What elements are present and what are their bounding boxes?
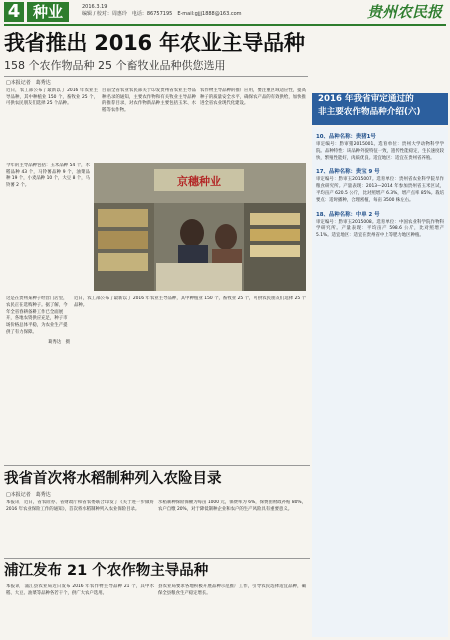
story3-rule <box>4 558 310 559</box>
seed-store-photo <box>94 163 306 291</box>
lead-byline: □本报记者 葛秀达 <box>6 80 51 86</box>
sidebar-header <box>312 93 448 125</box>
story2-column-2: 水稻制种保险保额为每亩 1000 元，保费率为 6%，保费由财政补贴 80%，农户自缴 20%，对于降低制种企业和农户的生产风险具有重要意义。 <box>158 500 306 512</box>
story2-byline: □本报记者 葛秀达 <box>6 492 51 498</box>
story2-rule <box>4 465 310 466</box>
sidebar-entry <box>312 205 448 240</box>
lead-column-4: 今年的主导品种包括：玉米品种 54 个，水稻品种 43 个，马铃薯品种 9 个，油菜品种 19 个，小麦品种 10 个，大豆 8 个，马铃薯 2 个。 <box>6 163 90 188</box>
masthead: 贵州农民报 <box>366 3 442 21</box>
sidebar-entry-text: 审定编号：黔审猪2015001。选育单位：贵州大学动物科学学院。品种特性：该品种外貌特征一致，遗传性能稳定，生长速度较快，繁殖性能好，肉质优良。适宜地区：适宜在贵州省养殖。 <box>316 142 444 161</box>
sidebar-body <box>312 127 448 637</box>
editor-line: 编辑 / 校对：周惠玲 电话：86757195 E-mail:gjjj1888@163.com <box>82 11 242 17</box>
lead-column-2: 目前全省农业农民部关于印发贵州省农业主导品种名录的通知，主要农作物和有关牧业主导品种的推荐目录，对农作物新品种主要包括玉米、水稻等农作物。 <box>102 88 196 113</box>
lead-column-1: 近日，农工部公布了最新以了 2016 年农业主导品种，其中种植业 150 个，畜牧业 25 个，可供农民朋友们选择 25 个品种。 <box>6 88 98 107</box>
sidebar-entry-title: 17、品种名称：贵宝 9 号 <box>316 169 380 176</box>
lead-subheadline: 158 个农作物品种 25 个畜牧业品种供您选用 <box>4 59 226 72</box>
photo-caption-text: 这是在贵州某种子经营门店里，农民正在选购种子。据了解，今年全省春耕备耕工作已全面展开，各地农资供应充足，种子市场价格总体平稳，为农业生产提供了有力保障。 <box>6 296 68 335</box>
story2-headline: 我省首次将水稻制种列入农险目录 <box>4 471 222 487</box>
issue-meta <box>82 4 242 18</box>
issue-date: 2016.3.19 <box>82 4 108 10</box>
store-sign: 京穗种业 <box>177 175 221 188</box>
story2-column-1: 本报讯 近日，省农险办、省财政厅和省农委联合印发了《关于进一步做好 2016 年农业保险工作的通知》，首次将水稻制种列入农业保险目录。 <box>6 500 154 512</box>
section-name: 种业 <box>27 2 69 22</box>
lead-column-5: 近日，农工部公布了最新以了 2016 年农业主导品种，其中种植业 150 个，畜牧业 25 个，可供农民朋友们选择 25 个品种。 <box>74 296 306 308</box>
story3-column-2: 县农业局要求各地积极开展品种示范推广工作，引导农民选择适宜品种，确保全县粮食生产稳定增长。 <box>158 584 306 596</box>
sidebar-entry-title: 18、品种名称：中单 2 号 <box>316 211 380 218</box>
sidebar-entry <box>312 127 448 162</box>
header-rule <box>4 24 446 26</box>
photo-caption <box>6 296 70 412</box>
sidebar-entry <box>312 162 448 204</box>
story3-headline: 浦江发布 21 个农作物主导品种 <box>4 563 209 579</box>
sidebar-entry-text: 审定编号：黔审玉2015007。选育单位：贵州省农业科学院旱作粮食研究所。产量表现：2013—2014 年参加贵州省玉米区试，平均亩产 620.5 公斤，比对照增产 6.3%，增产点率 85%。栽培要点：适时播种，合理密植，每亩 3500 株左右。 <box>316 177 444 203</box>
sidebar-header-line1: 2016 年我省审定通过的 <box>318 94 414 104</box>
lead-rule <box>4 76 308 77</box>
sidebar-header-line2: 非主要农作物品种介绍(六) <box>318 107 421 117</box>
story3-column-1: 本报讯 浦江县农业局近日发布 2016 年农作物主导品种 21 个，其中水稻、大豆、油菜等品种各若干个，供广大农户选用。 <box>6 584 154 596</box>
sidebar-entry-title: 10、品种名称：贵猪1号 <box>316 134 376 140</box>
photo-illustration <box>94 163 306 291</box>
photo-credit: 葛秀达 摄 <box>48 339 70 345</box>
lead-column-3: 农作物主导品种的推广应用，要注重区域适应性，提高种子的质量安全水平，确保农产品的有效供给，加快推进全省农业现代化建设。 <box>200 88 306 107</box>
page-number: 4 <box>4 2 24 22</box>
sidebar-entry-text: 审定编号：黔审玉2015008。选育单位：中国农业科学院作物科学研究所。产量表现：平均亩产 598.6 公斤，比对照增产 5.1%。适宜地区：适宜在贵州省中上等肥力地区种植。 <box>316 219 444 239</box>
lead-headline: 我省推出 2016 年农业主导品种 <box>4 31 305 55</box>
